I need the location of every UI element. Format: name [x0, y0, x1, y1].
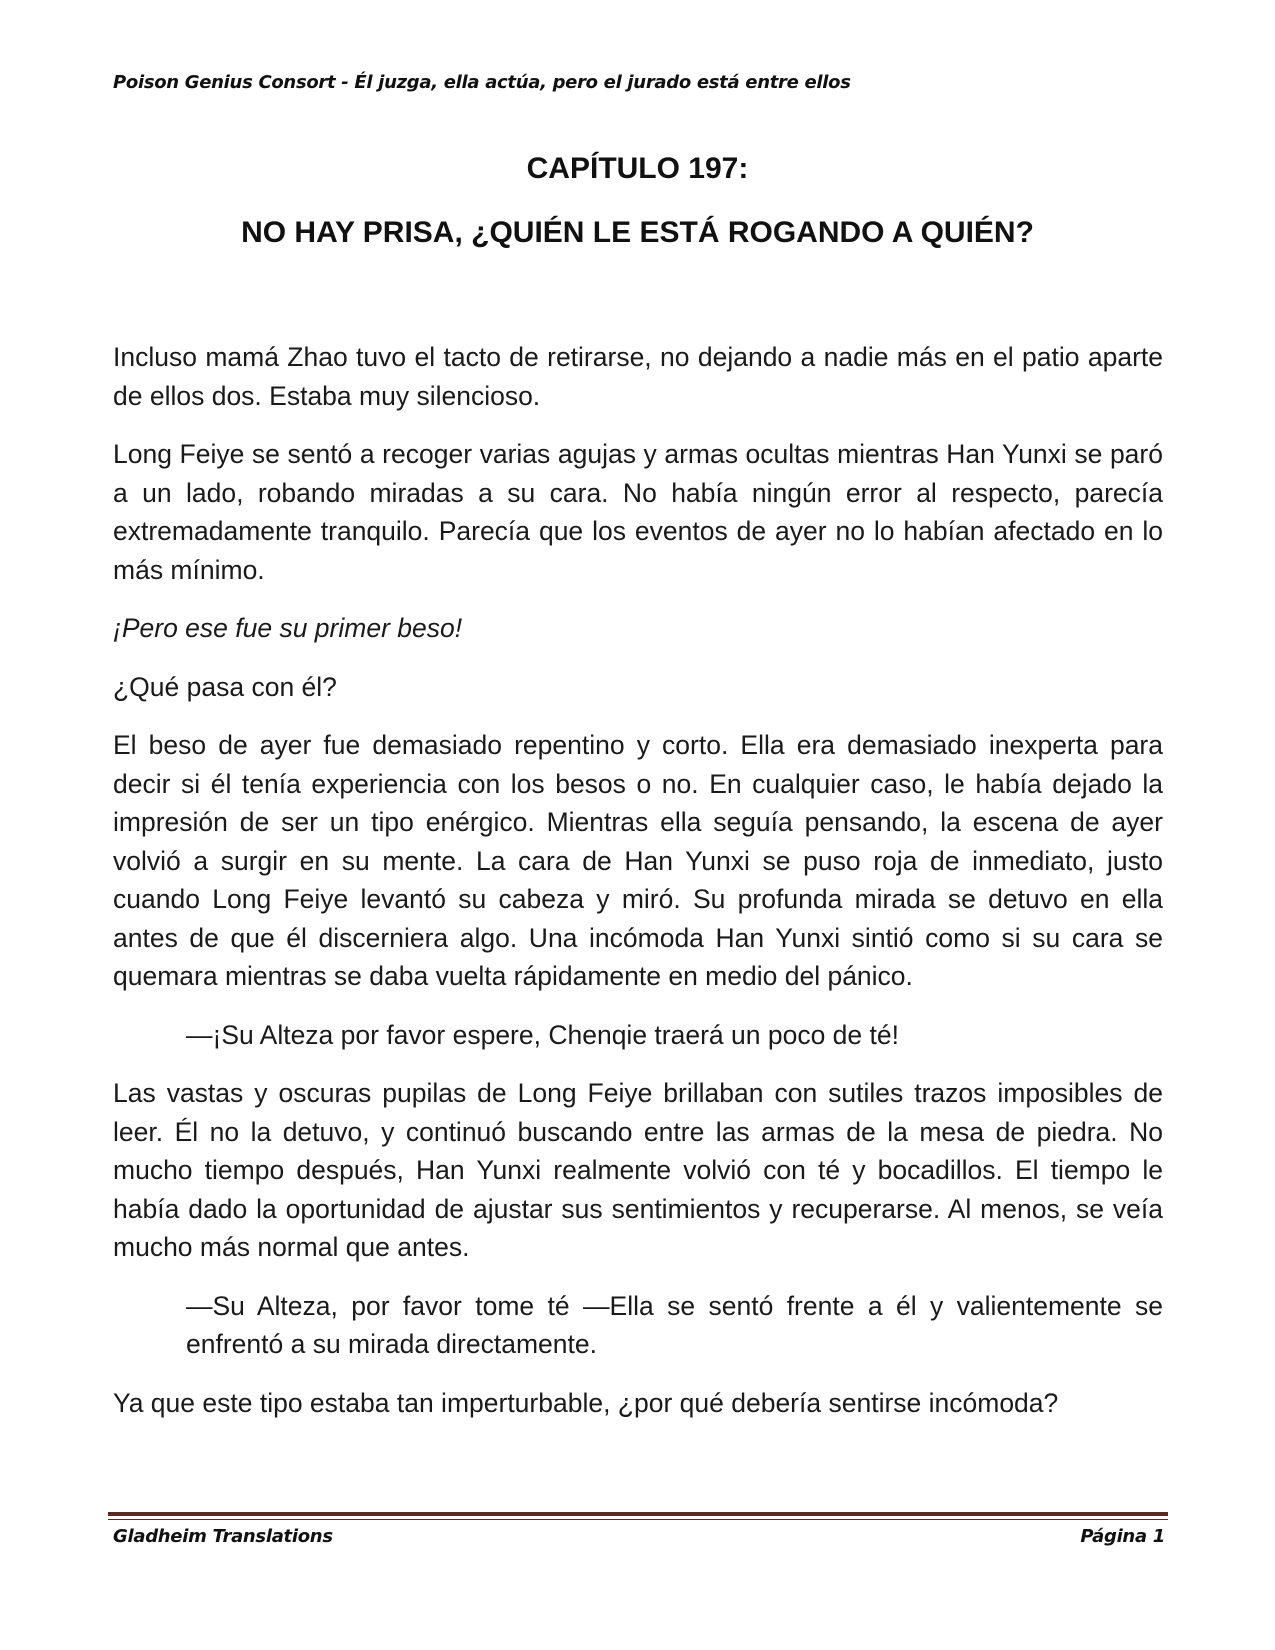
chapter-number: CAPÍTULO 197: — [526, 152, 749, 185]
paragraph: El beso de ayer fue demasiado repentino y corto. Ella era demasiado inexperta para decir si él tenía experiencia con los besos o no. En cualquier caso, le había dejado la impresión de ser un tipo enérgico. Mientras ella seguía pensando, la escena de ayer volvió a surgir en su mente. La cara de Han Yunxi se puso roja de inmediato, justo cuando Long Feiye levantó su cabeza y miró. Su profunda mirada se detuvo en ella antes de que él discerniera algo. Una incómoda Han Yunxi sintió como si su cara se quemara mientras se daba vuelta rápidamente en medio del pánico. — [113, 730, 1163, 991]
paragraph-dialogue: —¡Su Alteza por favor espere, Chenqie traerá un poco de té! — [186, 1019, 899, 1050]
footer-divider-thin — [108, 1519, 1168, 1520]
paragraph: Incluso mamá Zhao tuvo el tacto de retirarse, no dejando a nadie más en el patio aparte de ellos dos. Estaba muy silencioso. — [113, 342, 1163, 411]
chapter-body — [113, 338, 1163, 1442]
paragraph: Ya que este tipo estaba tan imperturbable, ¿por qué debería sentirse incómoda? — [113, 1387, 1059, 1418]
footer-page-number: Página 1 — [1080, 1526, 1165, 1547]
paragraph: Long Feiye se sentó a recoger varias agujas y armas ocultas mientras Han Yunxi se paró a un lado, robando miradas a su cara. No había ningún error al respecto, parecía extremadamente tranquilo. Parecía que los eventos de ayer no lo habían afectado en lo más mínimo. — [113, 439, 1163, 585]
footer-translator: Gladheim Translations — [113, 1526, 333, 1547]
chapter-title: NO HAY PRISA, ¿QUIÉN LE ESTÁ ROGANDO A QUIÉN? — [241, 216, 1034, 249]
paragraph-thought: ¡Pero ese fue su primer beso! — [113, 613, 463, 643]
paragraph: Las vastas y oscuras pupilas de Long Feiye brillaban con sutiles trazos imposibles de leer. Él no la detuvo, y continuó buscando entre las armas de la mesa de piedra. No mucho tiempo después, Han Yunxi realmente volvió con té y bocadillos. El tiempo le había dado la oportunidad de ajustar sus sentimientos y recuperarse. Al menos, se veía mucho más normal que antes. — [113, 1078, 1163, 1262]
paragraph: ¿Qué pasa con él? — [113, 671, 337, 702]
running-header: Poison Genius Consort - Él juzga, ella actúa, pero el jurado está entre ellos — [113, 72, 851, 93]
paragraph-dialogue: —Su Alteza, por favor tome té —Ella se sentó frente a él y valientemente se enfrentó a su mirada directamente. — [186, 1290, 1163, 1359]
footer-divider — [108, 1512, 1168, 1516]
